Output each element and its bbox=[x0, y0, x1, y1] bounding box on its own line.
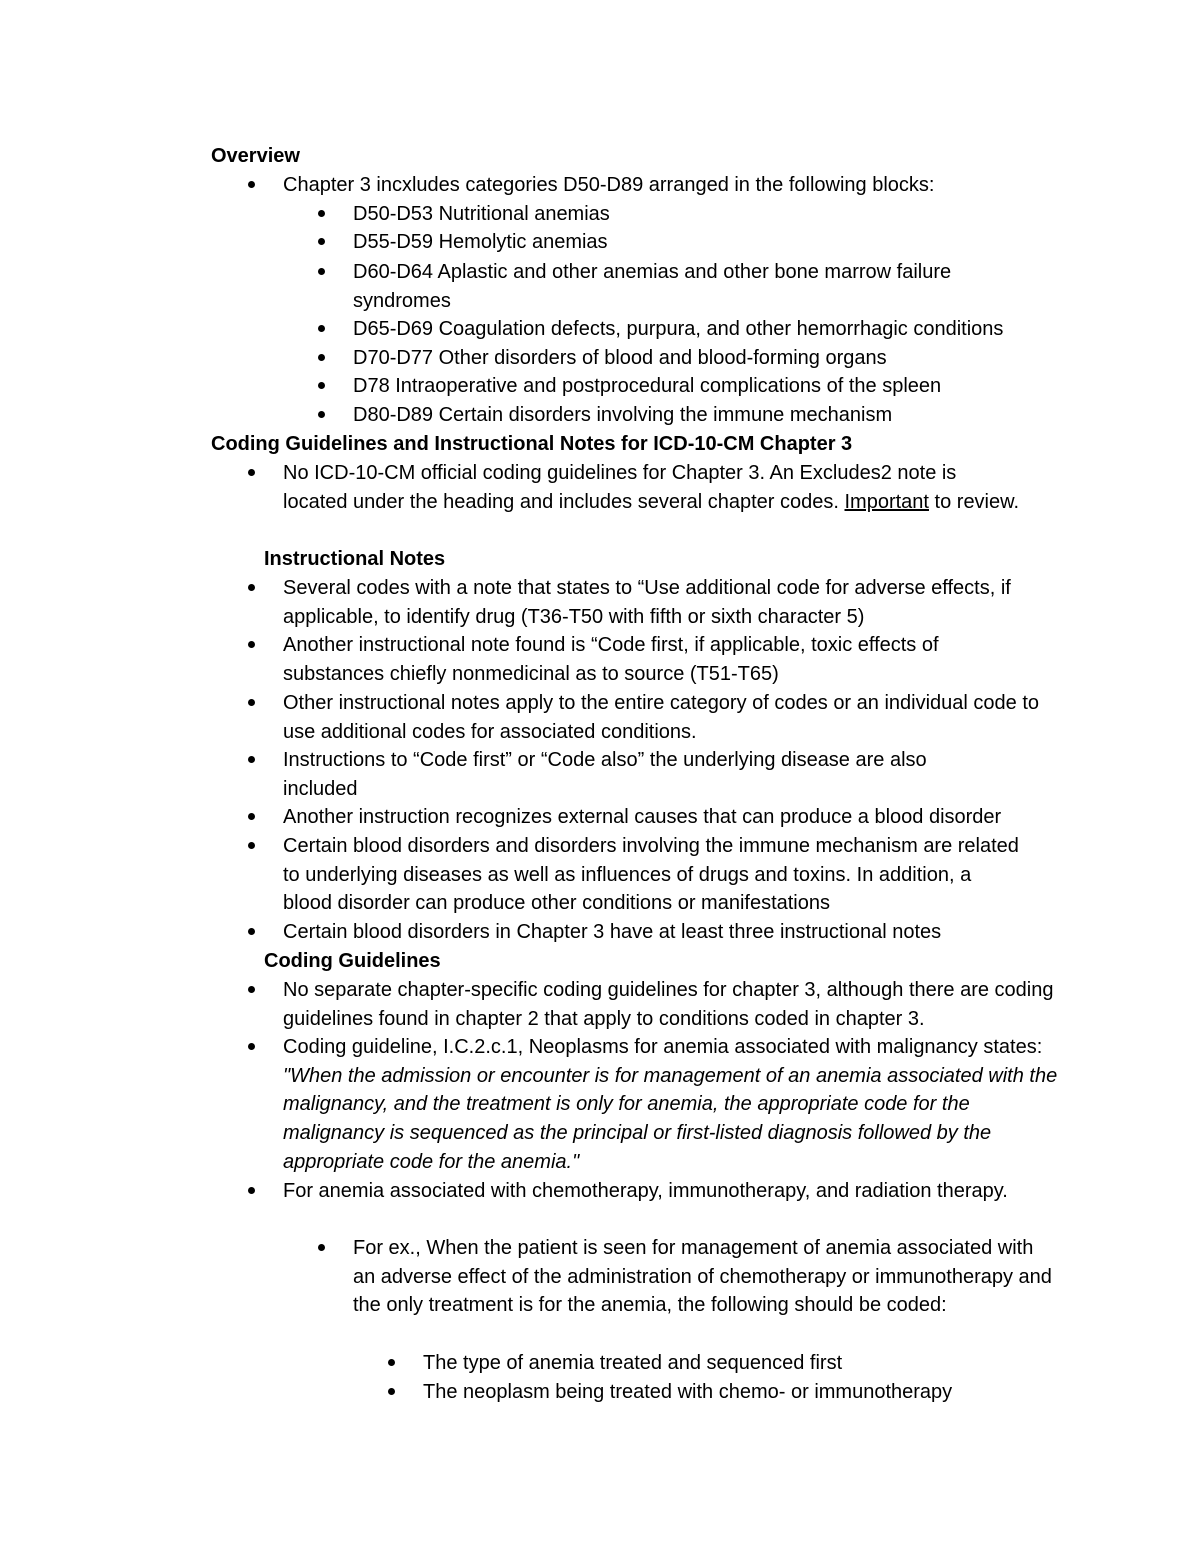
block-item: D50-D53 Nutritional anemias bbox=[353, 203, 610, 225]
bullet-icon bbox=[248, 1043, 255, 1050]
bullet-icon bbox=[318, 411, 325, 418]
bullet-icon bbox=[248, 1187, 255, 1194]
bullet-icon bbox=[318, 1244, 325, 1251]
code-step-item: The type of anemia treated and sequenced first bbox=[423, 1352, 843, 1374]
note-item: Certain blood disorders and disorders involving the immune mechanism are related to underlying diseases as well as influences of drugs and toxins. In addition, a blood disorder can produce other conditions or manifestations bbox=[283, 835, 1019, 915]
block-item: D55-D59 Hemolytic anemias bbox=[353, 231, 608, 253]
block-item: D60-D64 Aplastic and other anemias and other bone marrow failure syndromes bbox=[353, 261, 952, 312]
note-item: Several codes with a note that states to “Use additional code for adverse effects, if applicable, to identify drug (T36-T50 with fifth or sixth character 5) bbox=[283, 577, 1011, 628]
bullet-icon bbox=[248, 584, 255, 591]
bullet-icon bbox=[388, 1359, 395, 1366]
block-item: D78 Intraoperative and postprocedural complications of the spleen bbox=[353, 375, 942, 397]
instructional-notes-heading: Instructional Notes bbox=[264, 548, 446, 570]
coding-guidelines-heading: Coding Guidelines bbox=[264, 950, 441, 972]
bullet-icon bbox=[318, 210, 325, 217]
bullet-icon bbox=[318, 268, 325, 275]
guideline-item: For anemia associated with chemotherapy, immunotherapy, and radiation therapy. bbox=[283, 1180, 1008, 1202]
guideline-item: No separate chapter-specific coding guidelines for chapter 3, although there are coding guidelines found in chapter 2 that apply to conditions coded in chapter 3. bbox=[283, 979, 1054, 1030]
note-item: Certain blood disorders in Chapter 3 have at least three instructional notes bbox=[283, 921, 942, 943]
bullet-icon bbox=[318, 325, 325, 332]
example-item: For ex., When the patient is seen for management of anemia associated with an adverse effect of the administration of chemotherapy or immunotherapy and the only treatment is for the anemia, the following should be coded: bbox=[353, 1237, 1052, 1317]
excludes-note-text: No ICD-10-CM official coding guidelines for Chapter 3. An Excludes2 note is located under the heading and includes several chapter codes. Important to review. bbox=[283, 462, 1020, 513]
overview-intro: Chapter 3 incxludes categories D50-D89 arranged in the following blocks: bbox=[283, 174, 935, 196]
note-item: Instructions to “Code first” or “Code also” the underlying disease are also included bbox=[283, 749, 927, 800]
bullet-icon bbox=[318, 354, 325, 361]
bullet-icon bbox=[248, 181, 255, 188]
bullet-icon bbox=[248, 986, 255, 993]
block-item: D65-D69 Coagulation defects, purpura, and other hemorrhagic conditions bbox=[353, 318, 1004, 340]
important-emphasis: Important bbox=[844, 490, 929, 513]
note-item: Another instructional note found is “Code first, if applicable, toxic effects of substances chiefly nonmedicinal as to source (T51-T65) bbox=[283, 634, 939, 685]
block-item: D70-D77 Other disorders of blood and blood-forming organs bbox=[353, 347, 887, 369]
guideline-item: Coding guideline, I.C.2.c.1, Neoplasms for anemia associated with malignancy states: "When the admission or encounter is for management of an anemia associated with the malignancy, and the treatment is only for anemia, the appropriate code for the malignancy is sequenced as the principal or first-listed diagnosis followed by the appropriate code for the anemia." bbox=[283, 1036, 1058, 1173]
code-step-item: The neoplasm being treated with chemo- or immunotherapy bbox=[423, 1381, 953, 1403]
bullet-icon bbox=[388, 1388, 395, 1395]
bullet-icon bbox=[318, 382, 325, 389]
bullet-icon bbox=[248, 469, 255, 476]
note-item: Other instructional notes apply to the entire category of codes or an individual code to use additional codes for associated conditions. bbox=[283, 692, 1040, 743]
bullet-icon bbox=[248, 928, 255, 935]
block-item: D80-D89 Certain disorders involving the immune mechanism bbox=[353, 404, 893, 426]
bullet-icon bbox=[248, 699, 255, 706]
bullet-icon bbox=[248, 641, 255, 648]
note-item: Another instruction recognizes external causes that can produce a blood disorder bbox=[283, 806, 1002, 828]
guideline-quote: "When the admission or encounter is for management of an anemia associated with the malignancy, and the treatment is only for anemia, the appropriate code for the malignancy is sequenced as the principal or first-listed diagnosis followed by the appropriate code for the anemia." bbox=[283, 1064, 1058, 1173]
bullet-icon bbox=[318, 238, 325, 245]
bullet-icon bbox=[248, 813, 255, 820]
bullet-icon bbox=[248, 756, 255, 763]
bullet-icon bbox=[248, 842, 255, 849]
overview-heading: Overview bbox=[211, 145, 300, 167]
coding-section-heading: Coding Guidelines and Instructional Notes for ICD-10-CM Chapter 3 bbox=[211, 433, 853, 455]
